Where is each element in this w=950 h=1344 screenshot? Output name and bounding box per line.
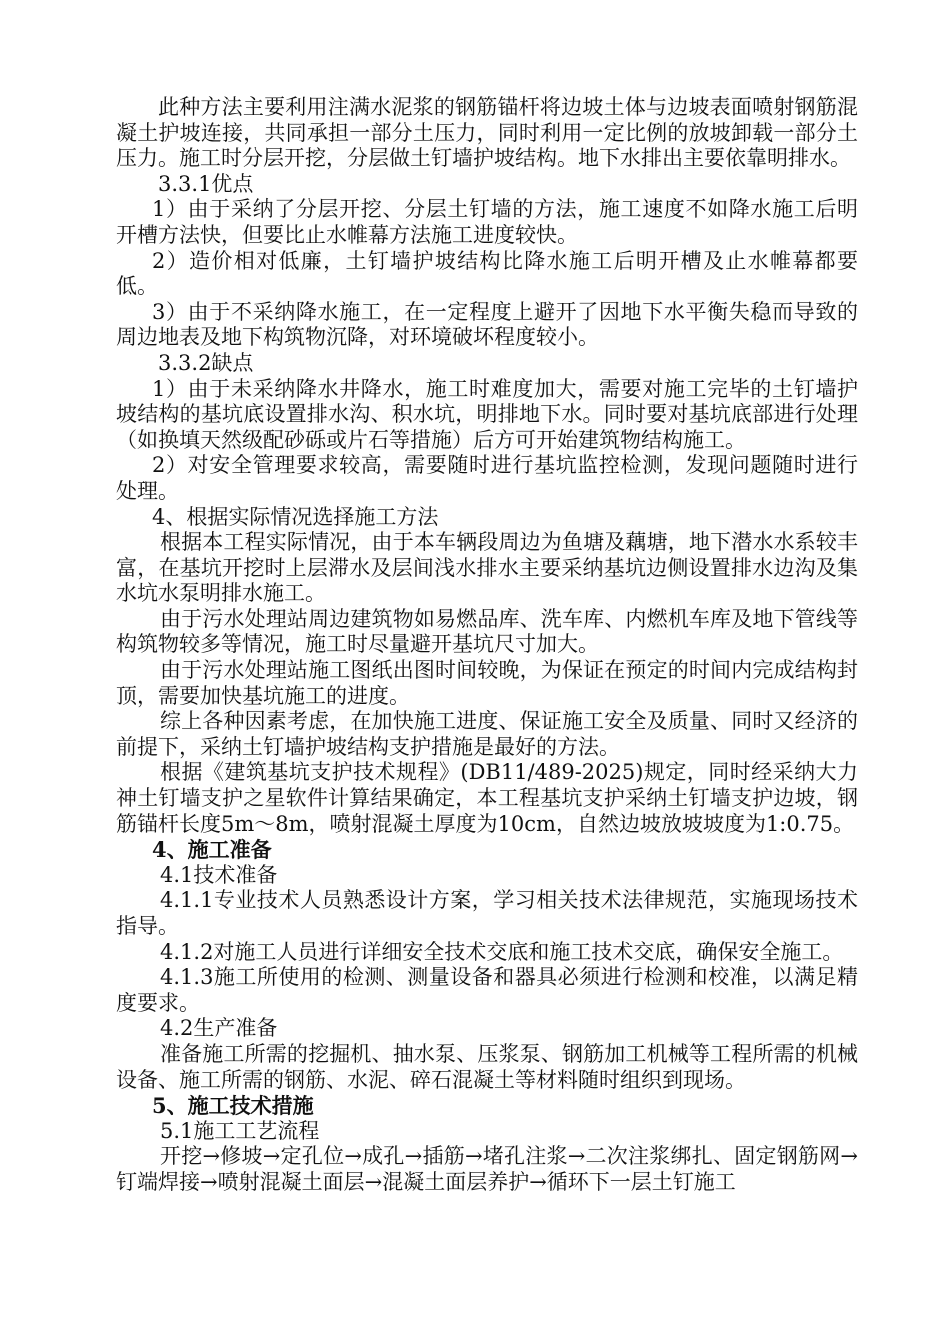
item-4-1-3: 4.1.3施工所使用的检测、测量设备和器具必须进行检测和校准，以满足精度要求。 bbox=[116, 965, 858, 1015]
heading-process-flow: 5.1施工工艺流程 bbox=[160, 1118, 320, 1143]
heading-advantages: 3.3.1优点 bbox=[158, 171, 254, 196]
paragraph-process-flow: 开挖→修坡→定孔位→成孔→插筋→堵孔注浆→二次注浆绑扎、固定钢筋网→钉端焊接→喷射混凝土面层→混凝土面层养护→循环下一层土钉施工 bbox=[116, 1144, 858, 1194]
item-4-1-2: 4.1.2对施工人员进行详细安全技术交底和施工技术交底，确保安全施工。 bbox=[160, 939, 844, 964]
heading-technical-measures: 5、施工技术措施 bbox=[152, 1093, 314, 1119]
paragraph-equipment: 准备施工所需的挖掘机、抽水泵、压浆泵、钢筋加工机械等工程所需的机械设备、施工所需的钢筋、水泥、碎石混凝土等材料随时组织到现场。 bbox=[116, 1041, 858, 1092]
heading-construction-preparation: 4、施工准备 bbox=[152, 837, 272, 863]
paragraph-soil-nail-method: 此种方法主要利用注满水泥浆的钢筋锚杆将边坡土体与边坡表面喷射钢筋混凝土护坡连接，共同承担一部分土压力，同时利用一定比例的放坡卸载一部分土压力。施工时分层开挖，分层做土钉墙护坡结构。地下水排出主要依靠明排水。 bbox=[116, 95, 858, 171]
paragraph-specification: 根据《建筑基坑支护技术规程》(DB11/489-2025)规定，同时经采纳大力神土钉墙支护之星软件计算结果确定，本工程基坑支护采纳土钉墙支护边坡，钢筋锚杆长度5m～8m，喷射混凝土厚度为10cm，自然边坡放坡坡度为1:0.75。 bbox=[116, 760, 858, 836]
disadvantage-2: 2）对安全管理要求较高，需要随时进行基坑监控检测，发现问题随时进行处理。 bbox=[116, 453, 858, 503]
heading-technical-preparation: 4.1技术准备 bbox=[160, 862, 278, 887]
item-4-1-1: 4.1.1专业技术人员熟悉设计方案，学习相关技术法律规范，实施现场技术指导。 bbox=[116, 888, 858, 938]
disadvantage-1: 1）由于未采纳降水井降水，施工时难度加大，需要对施工完毕的土钉墙护坡结构的基坑底设置排水沟、积水坑，明排地下水。同时要对基坑底部进行处理（如换填天然级配砂砾或片石等措施）后方可开始建筑物结构施工。 bbox=[116, 376, 858, 452]
document-body bbox=[116, 95, 858, 1196]
advantage-1: 1）由于采纳了分层开挖、分层土钉墙的方法，施工速度不如降水施工后明开槽方法快，但要比止水帷幕方法施工进度较快。 bbox=[116, 197, 858, 247]
heading-select-method: 4、根据实际情况选择施工方法 bbox=[152, 504, 439, 529]
advantage-3: 3）由于不采纳降水施工，在一定程度上避开了因地下水平衡失稳而导致的周边地表及地下构筑物沉降，对环境破坏程度较小。 bbox=[116, 299, 858, 350]
heading-disadvantages: 3.3.2缺点 bbox=[158, 350, 254, 375]
paragraph-site-conditions: 根据本工程实际情况，由于本车辆段周边为鱼塘及藕塘，地下潜水水系较丰富，在基坑开挖时上层滞水及层间浅水排水主要采纳基坑边侧设置排水边沟及集水坑水泵明排水施工。 bbox=[116, 530, 858, 606]
paragraph-summary: 综上各种因素考虑，在加快施工进度、保证施工安全及质量、同时又经济的前提下，采纳土钉墙护坡结构支护措施是最好的方法。 bbox=[116, 709, 858, 759]
paragraph-schedule: 由于污水处理站施工图纸出图时间较晚，为保证在预定的时间内完成结构封顶，需要加快基坑施工的进度。 bbox=[116, 658, 858, 708]
heading-production-preparation: 4.2生产准备 bbox=[160, 1016, 278, 1041]
advantage-2: 2）造价相对低廉，土钉墙护坡结构比降水施工后明开槽及止水帷幕都要低。 bbox=[116, 248, 858, 299]
paragraph-surrounding-buildings: 由于污水处理站周边建筑物如易燃品库、洗车库、内燃机车库及地下管线等构筑物较多等情况，施工时尽量避开基坑尺寸加大。 bbox=[116, 606, 858, 657]
